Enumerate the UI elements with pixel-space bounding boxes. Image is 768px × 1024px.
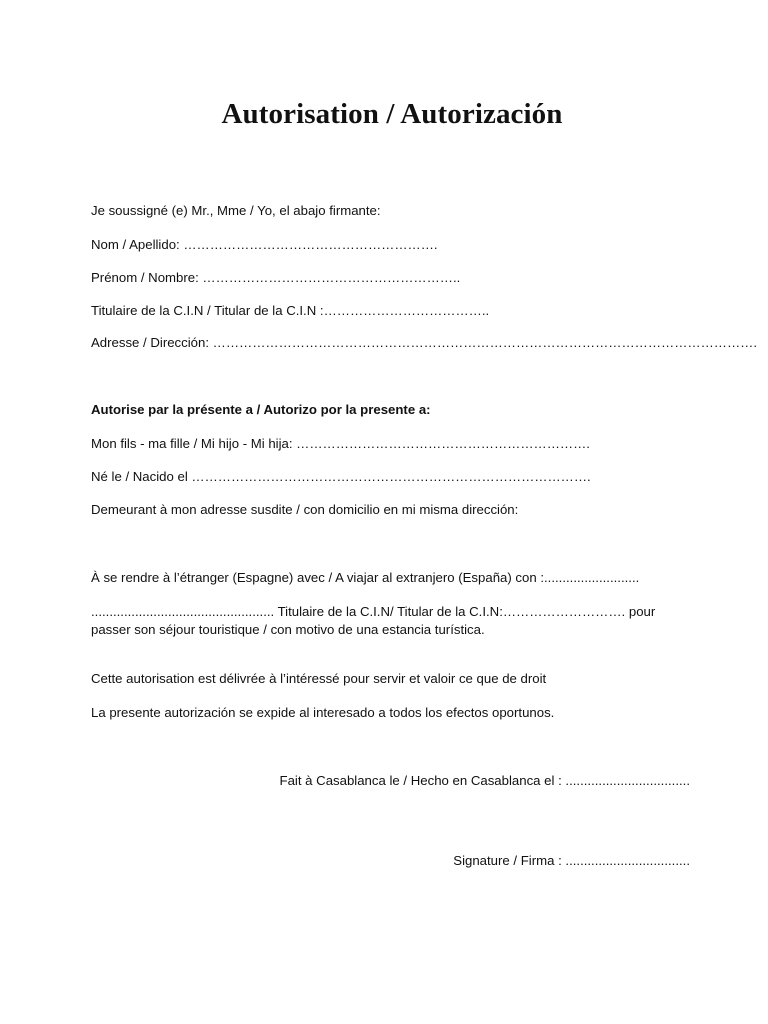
signature-line: Signature / Firma : ..................................	[453, 853, 690, 868]
travel-line-2: .................................................. Titulaire de la C.I.N/ Titular de la C.I.N:………………………. pour	[91, 604, 656, 619]
field-adresse: Adresse / Dirección: …………………………………………………………………………………………………………….	[91, 335, 758, 350]
document-title: Autorisation / Autorización	[221, 98, 563, 130]
field-prenom: Prénom / Nombre: …………………………………………………..	[91, 270, 461, 285]
field-nom: Nom / Apellido: ………………………………………………….	[91, 237, 438, 252]
closing-french: Cette autorisation est délivrée à l’intéressé pour servir et valoir ce que de droit	[91, 671, 547, 686]
closing-spanish: La presente autorización se expide al interesado a todos los efectos oportunos.	[91, 705, 555, 720]
travel-line-3: passer son séjour touristique / con motivo de una estancia turística.	[91, 622, 485, 637]
field-birth-date: Né le / Nacido el ……………………………………………………………………………….	[91, 469, 591, 484]
field-cin: Titulaire de la C.I.N / Titular de la C.I.N :………………………………..	[91, 303, 490, 318]
field-child: Mon fils - ma fille / Mi hijo - Mi hija: ………………………………………………………….	[91, 436, 590, 451]
residence-text: Demeurant à mon adresse susdite / con domicilio en mi misma dirección:	[91, 502, 519, 517]
place-date-line: Fait à Casablanca le / Hecho en Casablanca el : ..................................	[279, 773, 690, 788]
intro-text: Je soussigné (e) Mr., Mme / Yo, el abajo firmante:	[91, 203, 381, 218]
travel-line-1: À se rendre à l’étranger (Espagne) avec / A viajar al extranjero (España) con :..........................	[91, 570, 640, 585]
authorize-heading: Autorise par la présente a / Autorizo por la presente a:	[91, 402, 431, 417]
